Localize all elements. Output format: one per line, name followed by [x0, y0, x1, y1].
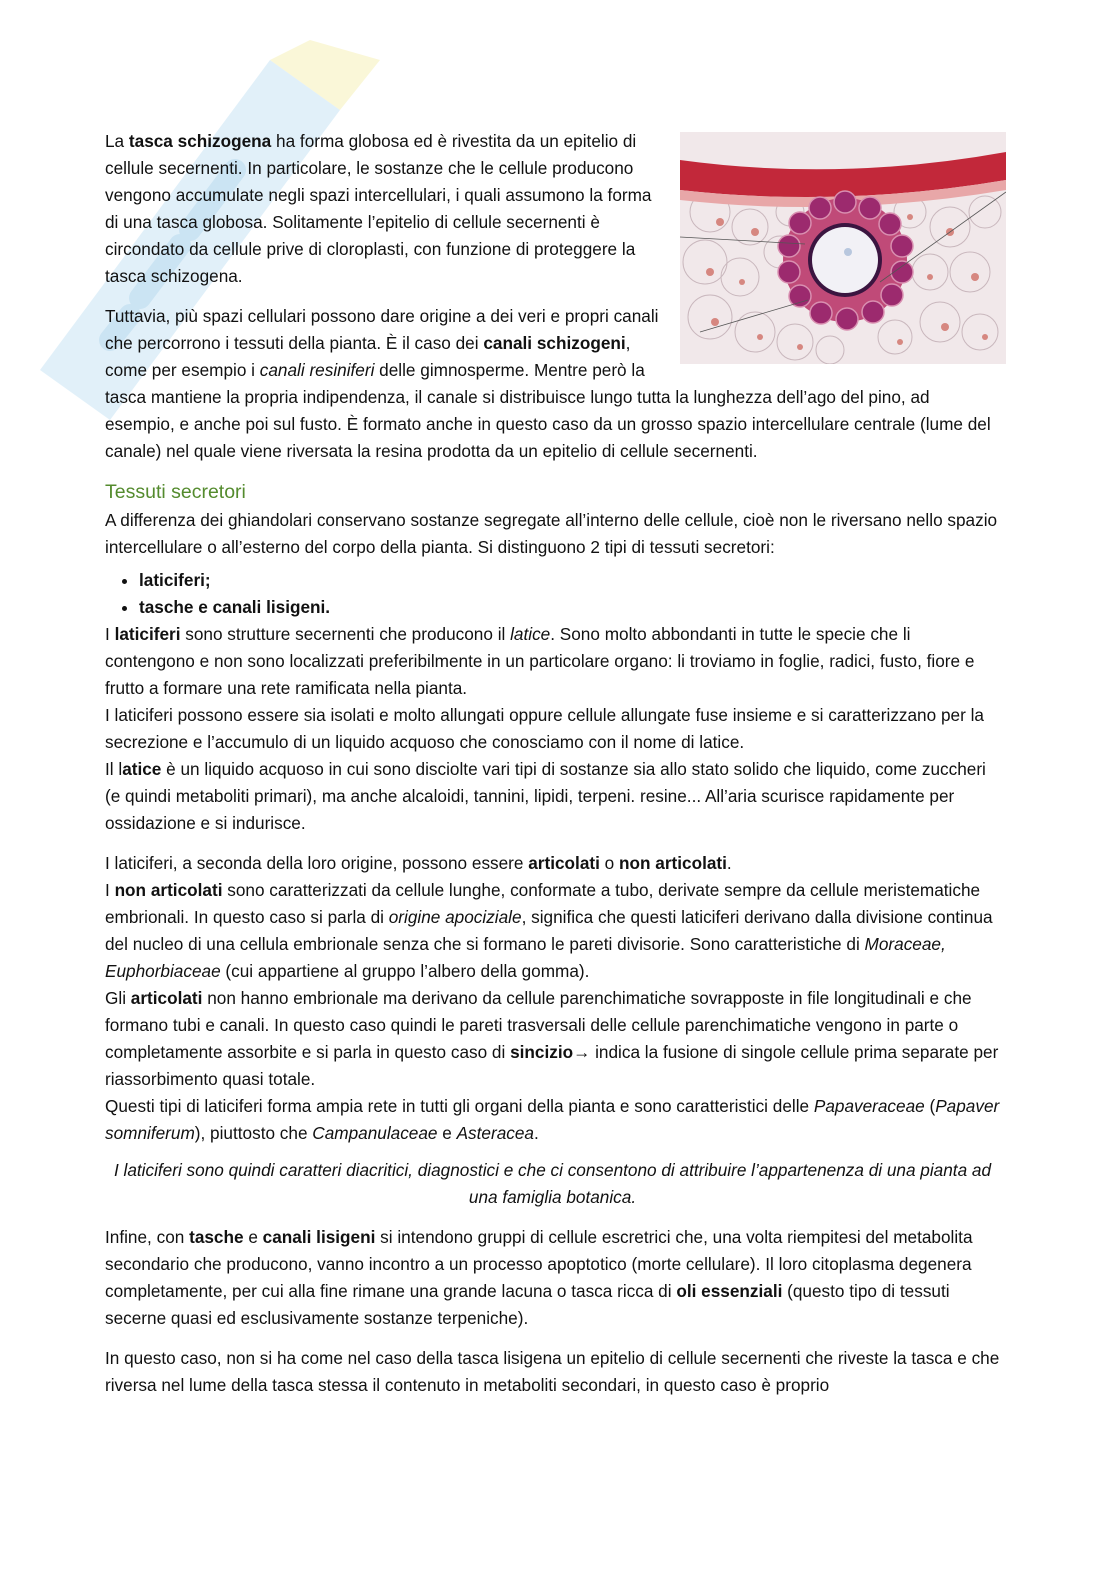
- microscopy-section-image: [680, 132, 1006, 364]
- arrow-right-icon: →: [573, 1042, 591, 1062]
- list-item: • tasche e canali lisigeni.: [139, 594, 1000, 621]
- bold-text: tasche: [189, 1227, 244, 1247]
- paragraph-intro-secretori: A differenza dei ghiandolari conservano sostanze segregate all’interno delle cellule, cioè non le riversano nello spazio intercellulare o all’esterno del corpo della pianta. Si distinguono 2 tipi di tessuti secretori:: [105, 510, 998, 557]
- italic-text: origine apociziale: [388, 907, 522, 927]
- bold-text: non articolati: [619, 853, 727, 873]
- bold-text: oli essenziali: [676, 1281, 783, 1301]
- italic-text: Campanulaceae: [312, 1123, 438, 1143]
- bold-text: non articolati: [114, 880, 223, 900]
- secretory-tissue-list: [105, 567, 1000, 621]
- paragraph-canali-schizogeni: Tuttavia, più spazi cellulari possono dare origine a dei veri e propri canali che percorrono i tessuti della pianta. È il caso dei canali schizogeni, come per esempio i canali resiniferi delle gimnosperme. Mentre però la tasca mantiene la propria indipendenza, il canale si distribuisce lungo tutta la lunghezza dell’ago del pino, ad esempio, e anche poi sul fusto. È formato anche in questo caso da un grosso spazio intercellulare centrale (lume del canale) nel quale viene riversata la resina prodotta da un epitelio di cellule secernenti.: [105, 306, 991, 461]
- italic-text: Papaveraceae: [813, 1096, 925, 1116]
- section-heading-tessuti-secretori: Tessuti secretori: [105, 481, 246, 503]
- bold-text: laticiferi: [114, 624, 181, 644]
- bold-text: atice: [122, 759, 162, 779]
- italic-text: Asteracea: [456, 1123, 534, 1143]
- paragraph-articolati: I laticiferi, a seconda della loro origine, possono essere articolati o non articolati. I non articolati sono caratterizzati da cellule lunghe, conformate a tubo, derivate sempre da cellule meristematiche embrionali. In questo caso si parla di origine apociziale, significa che questi laticiferi derivano dalla divisione continua del nucleo di una cellula embrionale senza che si formano le pareti divisorie. Sono caratteristiche di Moraceae, Euphorbiaceae (cui appartiene al gruppo l’albero della gomma). Gli articolati non hanno embrionale ma derivano da cellule parenchimatiche sovrapposte in file longitudinali e che formano tubi e canali. In questo caso quindi le pareti trasversali delle cellule parenchimatiche vengono in parte o completamente assorbite e si parla in questo caso di sincizio→ indica la fusione di singole cellule prima separate per riassorbimento quasi totale. Questi tipi di laticiferi forma ampia rete in tutti gli organi della pianta e sono caratteristici delle Papaveraceae (Papaver somniferum), piuttosto che Campanulaceae e Asteracea.: [105, 853, 1000, 1143]
- bold-text: tasche: [139, 597, 194, 617]
- bold-text: articolati: [130, 988, 203, 1008]
- italic-text: Moraceae, Euphorbiaceae: [105, 934, 946, 981]
- bold-text: canali schizogeni: [483, 333, 626, 353]
- paragraph-tasca-lisigena: In questo caso, non si ha come nel caso della tasca lisigena un epitelio di cellule secernenti che riveste la tasca e che riversa nel lume della tasca stessa il contenuto in metaboliti secondari, in questo caso è proprio: [105, 1348, 1000, 1395]
- bold-text: articolati: [528, 853, 600, 873]
- bold-text: canali lisigeni.: [212, 597, 331, 617]
- bold-text: sincizio: [510, 1042, 574, 1062]
- paragraph-tasche-lisigeni: Infine, con tasche e canali lisigeni si intendono gruppi di cellule escretrici che, una volta riempitesi del metabolita secondario che producono, vanno incontro a un processo apoptotico (morte cellulare). Il loro citoplasma degenera completamente, per cui alla fine rimane una grande lacuna o tasca ricca di oli essenziali (questo tipo di tessuti secerne quasi ed esclusivamente sostanze terpeniche).: [105, 1227, 973, 1328]
- list-item: [139, 567, 1000, 594]
- italic-text: canali resiniferi: [259, 360, 375, 380]
- italic-text: Papaver somniferum: [105, 1096, 1000, 1143]
- document-page: [105, 128, 1000, 1412]
- paragraph-tasca-schizogena: La tasca schizogena ha forma globosa ed è rivestita da un epitelio di cellule secernenti. In particolare, le sostanze che le cellule producono vengono accumulate negli spazi intercellulari, i quali assumono la forma di una tasca globosa. Solitamente l’epitelio di cellule secernenti è circondato da cellule prive di cloroplasti, con funzione di proteggere la tasca schizogena.: [105, 131, 652, 286]
- paragraph-laticiferi: I laticiferi sono strutture secernenti che producono il latice. Sono molto abbondanti in tutte le specie che li contengono e non sono localizzati preferibilmente in un particolare organo: li troviamo in foglie, radici, fusto, fiore e frutto a formare una rete ramificata nella pianta. I laticiferi possono essere sia isolati e molto allungati oppure cellule allungate fuse insieme e si caratterizzano per la secrezione e l’accumulo di un liquido acquoso che conosciamo con il nome di latice. Il latice è un liquido acquoso in cui sono disciolte vari tipi di sostanze sia allo stato solido che liquido, come zuccheri (e quindi metaboliti primari), ma anche alcaloidi, tannini, lipidi, terpeni. resine... All’aria scurisce rapidamente per ossidazione e si indurisce.: [105, 624, 986, 833]
- italic-text: latice: [510, 624, 551, 644]
- bold-text: canali lisigeni: [262, 1227, 376, 1247]
- paragraph-callout-diagnostic: I laticiferi sono quindi caratteri diacritici, diagnostici e che ci consentono di attribuire l’appartenenza di una pianta ad una famiglia botanica.: [113, 1160, 992, 1207]
- bold-text: laticiferi;: [139, 570, 211, 590]
- bold-text: tasca schizogena: [128, 131, 272, 151]
